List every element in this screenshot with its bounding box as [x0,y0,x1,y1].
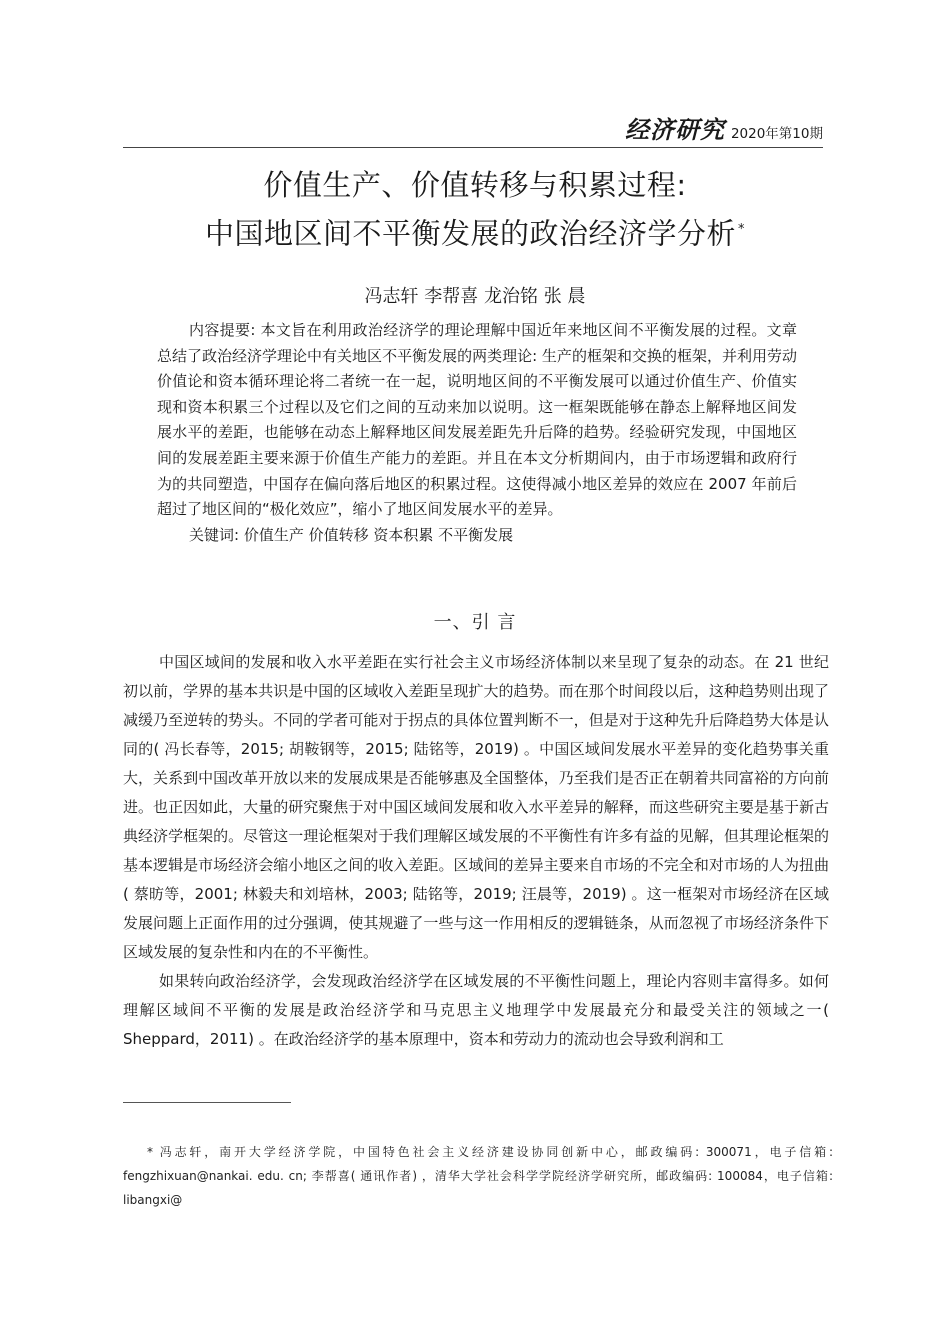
keywords: 关键词: 价值生产 价值转移 资本积累 不平衡发展 [189,525,514,544]
footnote: * 冯志轩，南开大学经济学院，中国特色社会主义经济建设协同创新中心，邮政编码: 300071，电子信箱: fengzhixuan@nankai. edu. cn; 李帮喜( 通讯作者) ，清华大学社会科学学院经济学研究所，邮政编码: 100084，电子信箱: libangxi@ [123,1145,833,1207]
footnote-divider [123,1102,291,1103]
body-paragraph: 中国区域间的发展和收入水平差距在实行社会主义市场经济体制以来呈现了复杂的动态。在 21 世纪初以前，学界的基本共识是中国的区域收入差距呈现扩大的趋势。而在那个时间段以后，这种趋势则出现了减缓乃至逆转的势头。不同的学者可能对于拐点的具体位置判断不一，但是对于这种先升后降趋势大体是认同的( 冯长春等，2015; 胡鞍钢等，2015; 陆铭等，2019) 。中国区域间发展水平差异的变化趋势事关重大，关系到中国改革开放以来的发展成果是否能够惠及全国整体，乃至我们是否正在朝着共同富裕的方向前进。也正因如此，大量的研究聚焦于对中国区域间发展和收入水平差异的解释，而这些研究主要是基于新古典经济学框架的。尽管这一理论框架对于我们理解区域发展的不平衡性有许多有益的见解，但其理论框架的基本逻辑是市场经济会缩小地区之间的收入差距。区域间的差异主要来自市场的不完全和对市场的人为扭曲( 蔡昉等，2001; 林毅夫和刘培林，2003; 陆铭等，2019; 汪晨等，2019) 。这一框架对市场经济在区域发展问题上正面作用的过分强调，使其规避了一些与这一作用相反的逻辑链条，从而忽视了市场经济条件下区域发展的复杂性和内在的不平衡性。 [123,653,829,961]
abstract-text: 内容提要: 本文旨在利用政治经济学的理论理解中国近年来地区间不平衡发展的过程。文章总结了政治经济学理论中有关地区不平衡发展的两类理论: 生产的框架和交换的框架，并利用劳动价值论和资本循环理论将二者统一在一起，说明地区间的不平衡发展可以通过价值生产、价值实现和资本积累三个过程以及它们之间的互动来加以说明。这一框架既能够在静态上解释地区间发展水平的差距，也能够在动态上解释地区间发展差距先升后降的趋势。经验研究发现，中国地区间的发展差距主要来源于价值生产能力的差距。并且在本文分析期间内，由于市场逻辑和政府行为的共同塑造，中国存在偏向落后地区的积累过程。这使得减小地区差异的效应在 2007 年前后超过了地区间的“极化效应”，缩小了地区间发展水平的差异。 [157,321,797,519]
abstract [157,318,797,548]
journal-logo: 经济研究 [624,115,725,144]
body-text [123,648,829,1054]
paper-title-line-2: 中国地区间不平衡发展的政治经济学分析 * [204,216,745,251]
body-paragraph: 如果转向政治经济学，会发现政治经济学在区域发展的不平衡性问题上，理论内容则丰富得多。如何理解区域间不平衡的发展是政治经济学和马克思主义地理学中发展最充分和最受关注的领域之一( Sheppard，2011) 。在政治经济学的基本原理中，资本和劳动力的流动也会导致利润和工 [123,972,829,1048]
issue-label: 2020年第10期 [730,126,823,142]
paper-title-line-1: 价值生产、价值转移与积累过程: [263,168,687,202]
title-footnote-marker: * [738,222,745,237]
author-list: 冯志轩 李帮喜 龙治铭 张 晨 [364,286,586,307]
page-header [123,112,823,148]
section-heading: 一、引 言 [433,612,517,633]
